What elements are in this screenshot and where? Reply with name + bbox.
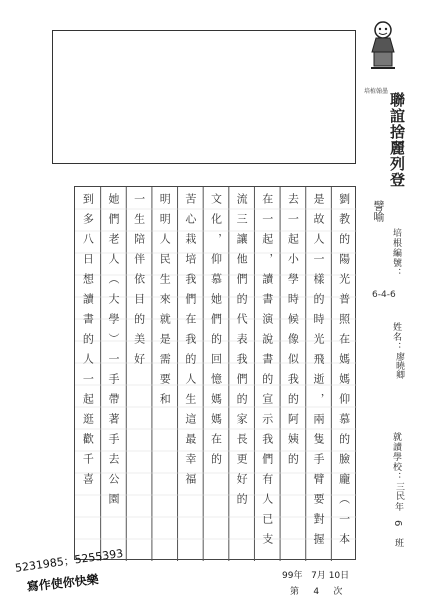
- writing-grid: [74, 186, 356, 560]
- seq-line: [290, 584, 342, 597]
- comment-box: [52, 30, 356, 164]
- school-value: 三民: [394, 482, 404, 500]
- grade-label: 年: [393, 502, 403, 512]
- essay-column: 她們老人（大學）一手帶著手去公園: [106, 193, 120, 513]
- date-line: [282, 568, 349, 581]
- essay-column: 在一起，讀書演說書的宣示我們有人已支: [260, 193, 274, 553]
- name-value: 廖曉卿: [394, 352, 404, 379]
- month-label: 月: [316, 571, 326, 581]
- logo-caption: 培植翰墨: [364, 88, 389, 95]
- essay-title: 譬喻: [372, 200, 385, 222]
- day-value: 10: [328, 571, 341, 581]
- grade-value: 6: [392, 520, 403, 527]
- stamp-phone: 5231985；5255393: [14, 546, 125, 575]
- essay-column: 到多八日想讀書的人一起逛歡千喜: [81, 193, 95, 493]
- stamp-slogan: 寫作使你快樂: [26, 572, 100, 594]
- month-value: 7: [311, 571, 317, 581]
- day-label: 日: [340, 571, 350, 581]
- essay-column: 苦心栽培我們在我的人生這最幸福: [183, 193, 197, 493]
- year-label: 年: [293, 571, 303, 581]
- code-label: 培根編號：: [391, 228, 401, 278]
- essay-column: 一生陪伴依目的美好: [132, 193, 146, 373]
- class-label: 班: [393, 538, 403, 548]
- seq-label: 第: [290, 587, 300, 597]
- essay-column: 是故人一樣的時光飛逝，兩隻手臂要對握: [312, 193, 326, 553]
- essay-column: 劉教的陽光普照在媽媽仰慕的臉龐（一本: [337, 193, 351, 553]
- mascot-icon: [368, 18, 398, 74]
- year-value: 99: [282, 571, 294, 581]
- essay-column: 文化，仰慕她們的回憶媽媽在的: [209, 193, 223, 473]
- name-label: 姓名：: [391, 322, 401, 352]
- essay-column: 明明人民生來就是需要和: [158, 193, 172, 413]
- school-label: 就讀學校：: [391, 432, 401, 482]
- code-value: 6-4-6: [372, 290, 396, 300]
- essay-column: 去一起小學時候像似我的阿姨的: [286, 193, 300, 473]
- logo: [360, 18, 406, 188]
- seq-suffix: 次: [333, 587, 343, 597]
- seq-value: 4: [313, 587, 320, 597]
- logo-title: 聯誼捨麗列登: [388, 92, 406, 188]
- essay-column: 流三讓他們的代表我們的家長更好的: [235, 193, 249, 513]
